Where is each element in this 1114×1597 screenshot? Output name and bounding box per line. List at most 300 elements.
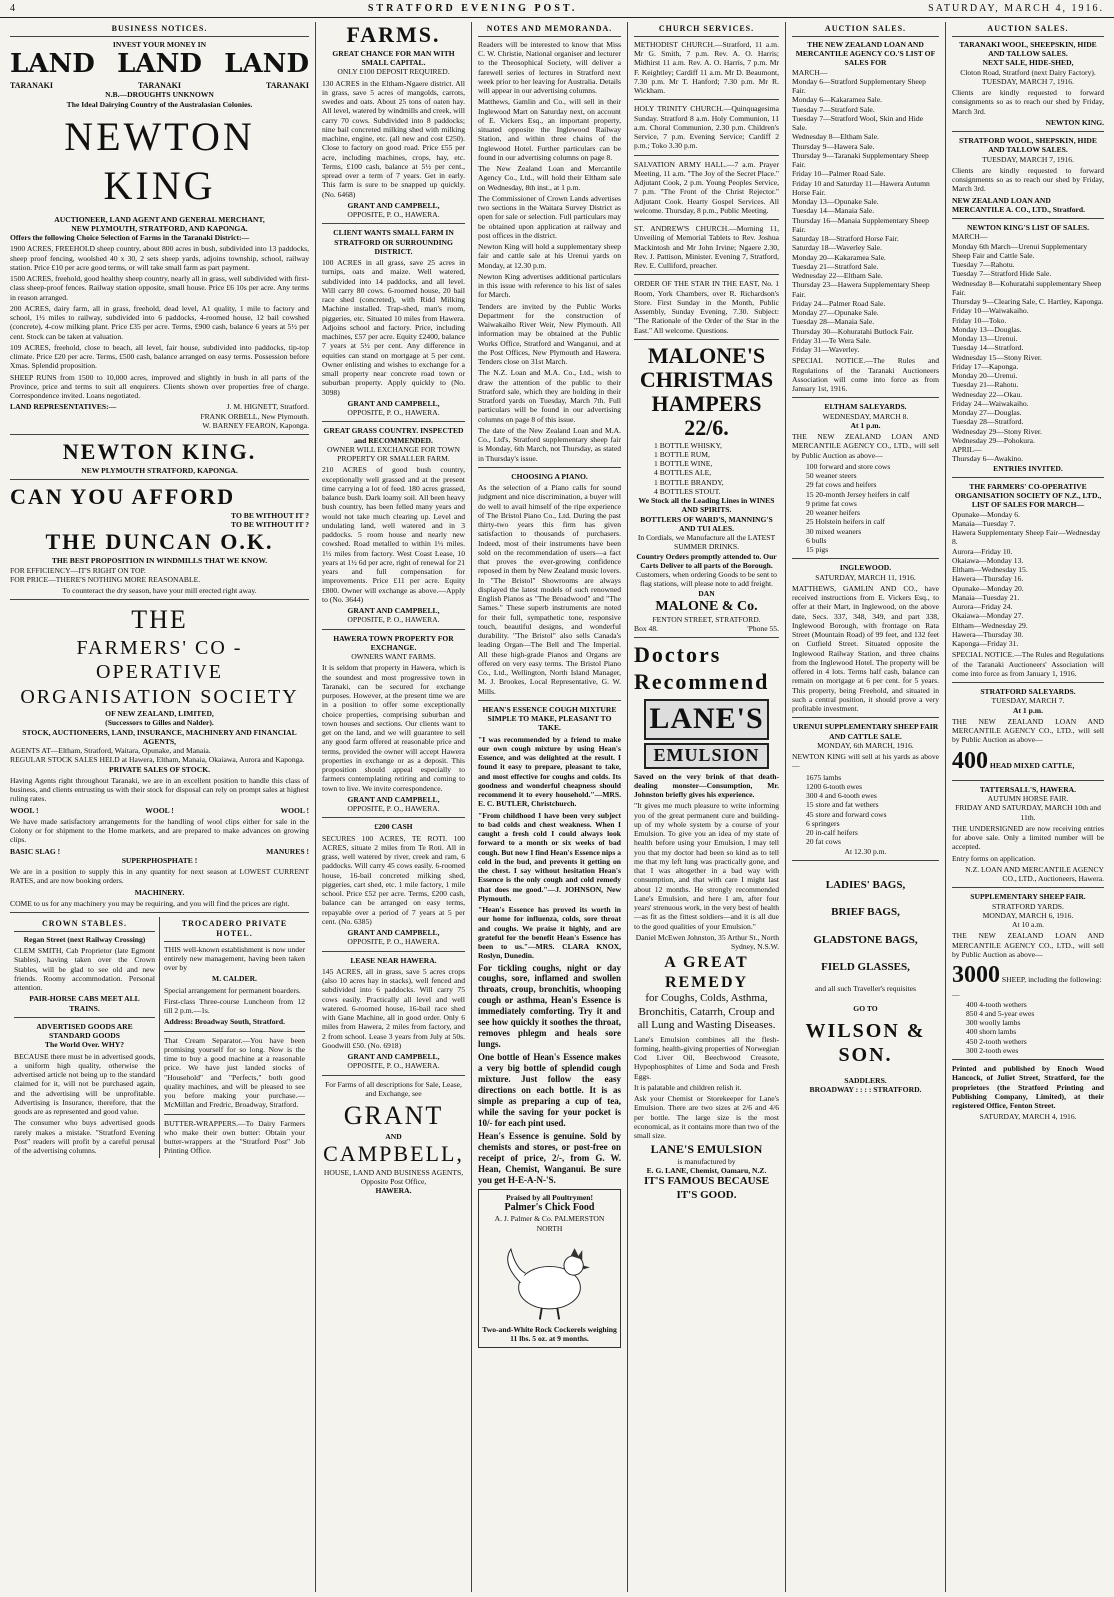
stock-item: 20 weaner heifers bbox=[806, 508, 860, 517]
sale-item: Monday 13—Douglas. bbox=[952, 324, 1022, 334]
column-farms bbox=[316, 22, 472, 1592]
opposite-po: OPPOSITE, P. O., HAWERA. bbox=[347, 210, 440, 220]
sale-item: Thursday 23—Hawera Supplementary Sheep Fair. bbox=[792, 280, 930, 299]
sale-item: Tuesday 14—Stratford. bbox=[952, 343, 1024, 353]
requisites: and all such Traveller's requisites bbox=[815, 984, 916, 994]
church-service: METHODIST CHURCH.—Stratford, 11 a.m. Mr G. Smith, 7 p.m. Rev. A. O. Harris; Midhirst 11 a.m. Rev. A. O. Harris, 7 p.m. Mr F. Keightley; Cardiff 11 a.m. Mr D. Beaumont, 7.30 p.m. Mr T. Hanford; 7.30 p.m. Mr R. Wickham. bbox=[634, 39, 779, 95]
special-notice: SPECIAL NOTICE.—The Rules and Regulations of the Taranaki Auctioneers Association will come into force as from January 1st, 1916. bbox=[792, 356, 939, 393]
sale-item: Kaponga—Friday 31. bbox=[952, 639, 1019, 648]
opposite-post-office: Opposite Post Office, bbox=[360, 1177, 427, 1187]
superphosphate: SUPERPHOSPHATE ! bbox=[121, 855, 198, 865]
basic-slag: BASIC SLAG ! bbox=[10, 846, 61, 856]
nzl-sell: THE NEW ZEALAND LOAN AND MERCANTILE AGENCY CO., LTD., will sell by Public Auction as above— bbox=[952, 716, 1104, 745]
heans-text: "I was recommended by a friend to make our own cough mixture by using Hean's Essence, and was delighted at the result. I found it easy to prepare, pleasant to take, and most effective for coughs and colds. Its goodness and wonderful cheapness should recommend it to every household."—MRS. E. C. BUTLER, Christchurch. bbox=[478, 734, 621, 809]
heans-text: "From childhood I have been very subject to bad colds and chest weakness. When I caught a fresh cold I could always look forward to a month or six weeks of bad cough. But now I find Hean's Essence nips a cold in the bud, and prevents it getting on the chest. I say without hesitation Hean's Essence is the only cough and cold remedy that does me good."—J. JOHNSON, New Plymouth. bbox=[478, 810, 621, 903]
wool-word: WOOL ! bbox=[10, 805, 39, 815]
grant-campbell: GRANT AND CAMPBELL, bbox=[347, 200, 440, 210]
duncan-ok: THE DUNCAN O.K. bbox=[45, 529, 274, 555]
reps-label: LAND REPRESENTATIVES:— bbox=[10, 402, 117, 412]
sale-item: Thursday 9—Clearing Sale, C. Hartley, Kaponga. bbox=[952, 297, 1104, 306]
taranaki-wool: TARANAKI WOOL, SHEEPSKIN, HIDE AND TALLOW SALES. bbox=[959, 39, 1097, 58]
sale-item: Okaiawa—Monday 13. bbox=[952, 555, 1024, 565]
sheep-label: SHEEP, including the following:— bbox=[952, 975, 1102, 1000]
stock-item: 6 bulls bbox=[806, 535, 827, 545]
sale-item: Friday 24—Palmer Road Sale. bbox=[792, 298, 886, 308]
sheep-number: 3000 bbox=[952, 962, 1000, 989]
april-sale: Thursday 6—Awakino. bbox=[952, 454, 1024, 464]
luncheon: First-class Three-course Luncheon from 12 till 2 p.m.—1s. bbox=[164, 996, 305, 1016]
son: SON. bbox=[838, 1044, 893, 1067]
note-item: The N.Z. Loan and M.A. Co., Ltd., wish to draw the attention of the public to their Stratford sale, which they are holding in their Stratford yards on Tuesday, March 7th. Full particulars will be found in our advertising columns on page 8 of this issue. bbox=[478, 368, 621, 424]
sheep-runs: SHEEP RUNS from 1500 to 10,000 acres, improved and slightly in bush in all parts of the Province, price and terms to suit all enquirers. Clients shown over properties free of charge. Correspondence invited. Loans negotiated. bbox=[10, 372, 309, 401]
grass-country: GREAT GRASS COUNTRY. INSPECTED and RECOMMENDED. bbox=[323, 426, 464, 445]
palatable: It is palatable and children relish it. bbox=[634, 1082, 742, 1092]
farm-ad: 130 ACRES in the Eltham-Ngaere district. All in grass, save 5 acres of mangolds, carrots, swedes and oats. About 25 tons of oaten hay. All level, watered by windmills and creek, will carry 70 cows. Subdivided into 8 paddocks; nine bail concreted milking shed with milking machine, engine, etc. (all new and cost £250). Close to factory on good road. Price £55 per acre, including machines, crops, hay, etc. Terms, £100 cash, balance at 5½ per cent., spread over a term of 7 years. Get in early. This farm is sure to be snapped up quickly. (No. 6468) bbox=[322, 78, 465, 199]
stock-item: 9 prime fat cows bbox=[806, 498, 857, 508]
sale-list bbox=[792, 77, 939, 355]
stock-item: 300 2-tooth ewes bbox=[966, 1045, 1019, 1055]
opposite-po: OPPOSITE, P. O., HAWERA. bbox=[347, 804, 440, 814]
stratford-wool: STRATFORD WOOL, SHEPSKIN, HIDE AND TALLOW SALES. bbox=[959, 136, 1097, 155]
bottlers: BOTTLERS OF WARD'S, MANNING'S AND TUI ALES. bbox=[640, 514, 773, 533]
march-label: MARCH— bbox=[952, 232, 988, 242]
auction-heading: AUCTION SALES. bbox=[952, 22, 1104, 37]
land-word: LAND bbox=[117, 49, 202, 79]
malone-co: MALONE & Co. bbox=[655, 598, 758, 614]
for-coughs: for Coughs, Colds, Asthma, Bronchitis, Catarrh, Croup and all Lung and Wasting Diseases. bbox=[637, 992, 776, 1032]
urenui-date: MONDAY, 6th MARCH, 1916. bbox=[817, 740, 914, 750]
eltham-stock-list bbox=[792, 462, 939, 555]
house-land: HOUSE, LAND AND BUSINESS AGENTS, bbox=[323, 1167, 464, 1177]
stock-item: 300 woolly lambs bbox=[966, 1018, 1021, 1028]
taranaki-word: TARANAKI bbox=[10, 80, 53, 90]
ladies-bags: LADIES' BAGS, bbox=[825, 878, 906, 891]
column-auction-2 bbox=[946, 22, 1110, 1592]
land-word: LAND bbox=[224, 49, 309, 79]
machinery-heading: MACHINERY. bbox=[134, 887, 185, 897]
stock-item: 25 Holstein heifers in calf bbox=[806, 517, 885, 527]
hawera-town: HAWERA TOWN PROPERTY FOR EXCHANGE. bbox=[333, 633, 454, 652]
inglewood: INGLEWOOD. bbox=[839, 563, 892, 573]
praised: Praised by all Poultrymen! bbox=[505, 1192, 594, 1202]
farms-heading: FARMS. bbox=[346, 22, 441, 47]
taranaki-word: TARANAKI bbox=[266, 80, 309, 90]
sale-item: Saturday 18—Waverley Sale. bbox=[792, 243, 882, 253]
heans-text: Hean's Essence is genuine. Sold by chemists and stores, or post-free on receipt of price, 2/-, from G. W. Hean, Chemist, Wanganui. Be sure you get H-E-A-N-'S. bbox=[478, 1131, 621, 1185]
sale-item: Tuesday 7—Stratford Sale. bbox=[792, 104, 875, 114]
sale-item: Wednesday 15—Stony River. bbox=[952, 352, 1042, 362]
great-remedy: A GREAT REMEDY bbox=[664, 954, 749, 991]
note-item: Readers will be interested to know that Miss C. W. Christie, National organiser and lecturer to the Theosophical Society, will deliver a farewell series of lectures in Stratford next week prior to her leaving for Australia. Details will appear in our advertising columns. bbox=[478, 39, 621, 95]
sale-item: Thursday 30—Kohuratahi Butlock Fair. bbox=[792, 326, 914, 336]
newspaper-title: STRATFORD EVENING POST. bbox=[367, 3, 578, 14]
stock-item: 15 20-month Jersey heifers in calf bbox=[806, 489, 910, 499]
palmer-chick-food: Palmer's Chick Food bbox=[504, 1202, 595, 1214]
note-item: The Commissioner of Crown Lands advertises two sections in the Waitara Survey District as open for sale or selection. Full particulars may be obtained upon application at railway and post offices in the district. bbox=[478, 193, 621, 240]
hampers: HAMPERS bbox=[651, 391, 762, 417]
can-you-afford: CAN YOU AFFORD bbox=[10, 484, 236, 510]
note-item: Tenders are invited by the Public Works Department for the construction of Waiwakaiho River Weir, New Plymouth. All information may be obtained at the Public Works Office, Stratford and Wanganui, and at the Post Offices, New Plymouth and Hawera. Tenders close on 31st March. bbox=[478, 301, 621, 366]
sale-item: Hawera—Thursday 30. bbox=[952, 629, 1024, 639]
sheep-count bbox=[952, 961, 1104, 1000]
private-sales: PRIVATE SALES OF STOCK. bbox=[109, 764, 210, 774]
fenton-street: FENTON STREET, STRATFORD. bbox=[652, 614, 761, 624]
lanes-emulsion: LANE'S EMULSION bbox=[650, 1142, 763, 1157]
without-it-1: TO BE WITHOUT IT ? bbox=[231, 510, 309, 520]
column-auction-1 bbox=[786, 22, 946, 1592]
stock-item: 20 fat cows bbox=[806, 837, 842, 847]
m-calder: M. CALDER. bbox=[212, 974, 257, 984]
saddlers: SADDLERS. bbox=[844, 1075, 887, 1085]
sale-item: Tuesday 7—Stratford Hide Sale. bbox=[952, 269, 1052, 279]
sale-item: Thursday 16—Manaia Supplementary Sheep Fair. bbox=[792, 215, 929, 234]
phone-number: 'Phone 55. bbox=[747, 624, 779, 634]
because-text: BECAUSE there must be in advertised goods, a uniform high quality, otherwise the advertised article not being up to the standard claimed for it, will not be purchased again, and the advertising will be unprofitable. Advertising is Insurance, therefore, that the goods are as represented and good value. bbox=[14, 1051, 155, 1117]
stock-item: 29 fat cows and heifers bbox=[806, 480, 877, 490]
fco-sale-list bbox=[952, 510, 1104, 649]
stock-item: 1675 lambs bbox=[806, 772, 842, 782]
stratford-yards: STRATFORD YARDS. bbox=[992, 901, 1064, 911]
farm-ad: 210 ACRES of good bush country, exceptionally well grassed and at the present time carrying a lot of feed. 180 acres grassed, balance bush. Dark loamy soil. All been heavy bush country, has been felled many years and would not take much clearing up. Level and undulating land, well watered and in 3 paddocks. 5 room house and nearly new cowshed. Road metalled to within 1½ miles. 1½ miles from factory. West Coast Lease, 10 years at 1½ 6d per acre, right of renewal for 21 years and full compensation for improvements. Price £11 per acre. Equity £800. Owner will exchange as above.—Apply to (No. 3644) bbox=[322, 465, 465, 604]
wool-text: We have made satisfactory arrangements for the handling of wool clips either for sale in the Colony or for shipment to the Home markets, and are prepared to make advances on growing clips. bbox=[10, 816, 309, 845]
piano-heading: CHOOSING A PIANO. bbox=[511, 471, 588, 481]
sale-item: Saturday 18—Stratford Horse Fair. bbox=[792, 234, 899, 243]
farmers-list: THE FARMERS' CO-OPERATIVE ORGANISATION SOCIETY OF N.Z., LTD., LIST OF SALES FOR MARCH— bbox=[954, 481, 1102, 510]
country-orders: Country Orders promptly attended to. Our Carts Deliver to all parts of the Borough. bbox=[636, 551, 777, 570]
sale-item: Aurora—Friday 10. bbox=[952, 546, 1013, 556]
heans-heading: HEAN'S ESSENCE COUGH MIXTURE SIMPLE TO MAKE, PLEASANT TO TAKE. bbox=[482, 704, 617, 733]
sale-item: Friday 10—Toko. bbox=[952, 315, 1007, 325]
trocadero-address: Address: Broadway South, Stratford. bbox=[164, 1017, 286, 1027]
bottom-ads bbox=[10, 917, 309, 1158]
entries-invited: ENTRIES INVITED. bbox=[993, 463, 1063, 473]
note-item: Matthews, Gamlin and Co., will sell in their Inglewood Mart on Saturday next, on account of E. Vickers Esq., an important property, situated opposite the Inglewood Railway Station, and within three chains of the Inglewood Hotel. Further particulars can be found in our advertising columns on page 8. bbox=[478, 97, 621, 162]
special-arrangement: Special arrangement for permanent boarders. bbox=[164, 985, 301, 995]
sale-item: Wednesday 29—Stony River. bbox=[952, 426, 1042, 436]
auctioneer-line: AUCTIONEER, LAND AGENT AND GENERAL MERCHANT, bbox=[54, 214, 265, 224]
opposite-po: OPPOSITE, P. O., HAWERA. bbox=[347, 937, 440, 947]
at-1pm: At 1 p.m. bbox=[850, 420, 881, 430]
famous: IT'S FAMOUS BECAUSE IT'S GOOD. bbox=[643, 1175, 770, 1201]
testimonial: "It gives me much pleasure to write informing you of the great permanent cure and building-up of my whole system by a course of your Emulsion. To give you an idea of my state of health before using your Emulsion, I may tell you that my doctor had been so kind as to tell me that my left lung was practically gone, and that I was altogether in a bad way with consumption, and that with care I might last about 12 months. He strongly recommended Lane's Emulsion, and here I am, after four years' strenuous work, in the very best of health—as fit as the fittest soldiers—and it is all due to the good qualities of your Emulsion." bbox=[634, 801, 779, 931]
owners-want: OWNERS WANT FARMS. bbox=[351, 652, 436, 662]
offers-line: Offers the following Choice Selection of Farms in the Taranaki District:— bbox=[10, 233, 250, 243]
supp-sheep-fair: SUPPLEMENTARY SHEEP FAIR. bbox=[970, 892, 1086, 902]
sale-item: Wednesday 8—Kohuratahi supplementary Sheep Fair. bbox=[952, 278, 1102, 297]
farm-listing: 1900 ACRES, FREEHOLD sheep country, about 800 acres in bush, subdivided into 13 paddocks, sheep proof fencing, woolshed 40 x 30, 2 sets sheep yards, adjoins township, school, railway station. Price £10 per acre good terms, or will take small farm as part payment. bbox=[10, 244, 309, 272]
church-heading: CHURCH SERVICES. bbox=[634, 22, 779, 37]
heans-text: "Hean's Essence has proved its worth in our home for influenza, colds, sore throat and coughs. We praise it highly, and are grateful for the benefit Hean's Essence has been to us."—MRS. CLARA KNOX, Roslyn, Dunedin. bbox=[478, 905, 621, 961]
sale-item: Monday 20—Urenui. bbox=[952, 371, 1018, 380]
sale-item: Friday 10—Waiwakaiho. bbox=[952, 306, 1029, 316]
church-service: HOLY TRINITY CHURCH.—Quinquagesima Sunday. Stratford 8 a.m. Holy Communion, 11 a.m. Choral Communion, 2.30 p.m. Children's Service, 7 p.m. Evening Service; Cardiff 2 p.m.; Toko 3.30 p.m. bbox=[634, 104, 779, 151]
sale-item: Tuesday 28—Stratford. bbox=[952, 417, 1024, 427]
church-service: ORDER OF THE STAR IN THE EAST, No. 1 Room, York Chambers, over R. Richardson's Store. First Sunday in the Month, Public Assembly, Sunday Evening, 7.30. Subject: "The Rationale of the Order of the Star in the East." All welcome. Questions. bbox=[634, 279, 779, 335]
cloton-road: Cloton Road, Stratford (next Dairy Factory). bbox=[960, 67, 1096, 77]
stock-item: 45 store and forward cows bbox=[806, 809, 887, 819]
rooster-illustration bbox=[482, 1233, 617, 1323]
land-reps bbox=[10, 402, 309, 430]
bottle-item: 1 BOTTLE WHISKY, bbox=[654, 440, 722, 450]
farm-listing: 200 ACRES, dairy farm, all in grass, freehold, dead level, A1 quality, 1 mile to factory and school, 1½ miles to railway, subdivided into 6 paddocks, 4-roomed house, 12 bail cowshed (concrete), 4-cow milking plant. Price £35 per acre. Terms, £900 cash, balance 6 years at 5½ per cent. Stock can be taken at valuation. bbox=[10, 303, 309, 341]
stock-item: 450 2-tooth wethers bbox=[966, 1036, 1027, 1046]
matthews-text: MATTHEWS, GAMLIN AND CO., have received instructions from E. Vickers Esq., to offer at their Mart, in Inglewood, on the above date, Secs. 337, 348, 349, and part 338, Inglewood Borough, with frontage on Rata Street (Mountain Road) of 99 feet, and 132 feet on Cutfield Street. Situated opposite the Inglewood Railway Station, and three chains from the Inglewood Hotel. The property will be offered in 4 lots. Terms half cash, balance can remain on mortgage at 6 per cent. for 5 years. This property, being Freehold, and situated in such a central position, it should prove a very profitable investment. bbox=[792, 583, 939, 713]
price-line: FOR PRICE—THERE'S NOTHING MORE REASONABLE. bbox=[10, 574, 201, 584]
grant-title: GRANT bbox=[343, 1101, 444, 1131]
newton-king-sign: NEWTON KING. bbox=[1045, 117, 1104, 127]
at-10am: At 10 a.m. bbox=[1011, 920, 1045, 930]
palmer-ad bbox=[478, 1189, 621, 1348]
sale-item: Wednesday 8—Eltham Sale. bbox=[792, 132, 879, 142]
rep-name: W. BARNEY FEARON, Kaponga. bbox=[202, 420, 309, 430]
advertised-goods-heading: ADVERTISED GOODS ARE bbox=[36, 1021, 133, 1031]
cash-heading: £200 CASH bbox=[374, 822, 413, 832]
auction-heading: AUCTION SALES. bbox=[792, 22, 939, 37]
hen-caption: Two-and-White Rock Cockerels weighing 11 lbs. 5 oz. at 9 months. bbox=[482, 1325, 617, 1344]
urenui-stock-list bbox=[792, 773, 939, 847]
cordials: In Cordials, we Manufacture all the LATEST SUMMER DRINKS. bbox=[637, 533, 776, 552]
land-banner bbox=[10, 49, 309, 81]
hamper-price: 22/6. bbox=[684, 415, 729, 441]
successors: (Successors to Gilles and Nalder). bbox=[105, 718, 214, 728]
stock-item: 100 forward and store cows bbox=[806, 461, 891, 471]
sale-item: Tuesday 7—Stratford Wool, Skin and Hide Sale. bbox=[792, 113, 924, 132]
trocadero-text: THIS well-known establishment is now under entirely new management, having been taken over by bbox=[164, 944, 305, 973]
deposit: ONLY £100 DEPOSIT REQUIRED. bbox=[337, 67, 450, 77]
tuesday-date: TUESDAY, MARCH 7, 1916. bbox=[982, 76, 1074, 86]
stock-lines: We Stock all the Leading Lines in WINES AND SPIRITS. bbox=[638, 496, 775, 515]
column-business-notices bbox=[4, 22, 316, 1592]
farm-ad: 145 ACRES, all in grass, save 5 acres crops (also 10 acres hay in stacks), well fenced and subdivided into 6 paddocks. Will carry 75 cows easily. Practically all level and well watered. 6-roomed house, 16-bail race shed with Gane Machine, all in good order. Only 6 miles from Hawera, 2 miles from factory, and 2 from school. Lease 3 years from July at 50s. Goodwill £50. (No. 6918) bbox=[322, 966, 465, 1050]
supply-text: We are in a position to supply this in any quantity for next season at LOWEST CURRENT RATES, and are now booking orders. bbox=[10, 867, 309, 886]
monday-march-6: MONDAY, MARCH 6, 1916. bbox=[982, 910, 1074, 920]
stock-item: 50 weaner steers bbox=[806, 471, 857, 480]
trocadero-heading: TROCADERO PRIVATE HOTEL. bbox=[164, 917, 305, 942]
for-farms: For Farms of all descriptions for Sale, Lease, and Exchange, see bbox=[325, 1079, 462, 1098]
stratford-saleyards: STRATFORD SALEYARDS. bbox=[980, 687, 1076, 696]
agents-at: AGENTS AT—Eltham, Stratford, Waitara, Opunake, and Manaia. bbox=[10, 746, 211, 756]
taranaki-banner bbox=[10, 81, 309, 91]
efficiency-line: FOR EFFICIENCY—IT'S RIGHT ON TOP. bbox=[10, 565, 146, 575]
nzl-agency: N.Z. LOAN AND MERCANTILE AGENCY CO., LTD., Auctioneers, Hawera. bbox=[965, 864, 1104, 884]
farm-ad: SECURES 100 ACRES, TE ROTI. 100 ACRES, situate 2 miles from Te Roti. All in grass, well watered by river, creek and ram, 6 paddocks. Will carry 45 cows easily. 6-roomed house, 16-bail concreted milking shed, piggeries, cart shed, etc. 1 mile factory, 1 mile school. Price £52 per acre. Terms, £200 cash, balance can be arranged on easy terms, repayable over a period of 7 years at 5 per cent. (No. 6385) bbox=[322, 833, 465, 926]
consumer-text: The consumer who buys advertised goods rarely makes a mistake. "Stratford Evening Post" readers will profit by a careful perusal of the advertising columns. bbox=[14, 1118, 155, 1156]
hawera: HAWERA. bbox=[375, 1186, 412, 1196]
sale-item: Monday 13—Opunake Sale. bbox=[792, 197, 879, 206]
head-count: 400 bbox=[952, 747, 988, 774]
eg-lane: E. G. LANE, Chemist, Oamaru, N.Z. bbox=[646, 1166, 767, 1176]
farm-listing: 109 ACRES, freehold, close to beach, all level, fair house, subdivided into paddocks, tip-top climate. Price £20 per acre. Terms, £500 cash, balance arranged on easy terms. Possession before Xmas. Splendid proposition. bbox=[10, 342, 309, 371]
malones: MALONE'S bbox=[647, 342, 766, 368]
box-number: Box 48. bbox=[634, 624, 659, 634]
fri-sat: FRIDAY AND SATURDAY, MARCH 10th and 11th. bbox=[955, 803, 1101, 822]
eltham-date: WEDNESDAY, MARCH 8. bbox=[822, 411, 909, 421]
wool-word: WOOL ! bbox=[280, 805, 309, 815]
sale-item: Friday 24—Waiwakaiho. bbox=[952, 398, 1029, 408]
head-label: HEAD MIXED CATTLE, bbox=[989, 760, 1075, 770]
heans-text: One bottle of Hean's Essence makes a very big bottle of splendid cough mixture. Just follow the easy directions on each bottle. It is as simple as preparing a cup of tea, while the saving for your pocket is 10/- for each pint used. bbox=[478, 1052, 621, 1129]
issue-date: SATURDAY, MARCH 4, 1916. bbox=[928, 3, 1104, 14]
sale-item: Eltham—Wednesday 15. bbox=[952, 565, 1028, 574]
gladstone-bags: GLADSTONE BAGS, bbox=[813, 933, 918, 946]
at-1pm: At 1 p.m. bbox=[1013, 705, 1043, 715]
broadway: BROADWAY : : : : STRATFORD. bbox=[809, 1084, 922, 1094]
dan: DAN bbox=[698, 588, 715, 598]
nk-sale-list bbox=[952, 242, 1104, 446]
sale-item: Manaia—Tuesday 7. bbox=[952, 518, 1016, 528]
printer-imprint: Printed and published by Enoch Wood Hancock, of Juliet Street, Stratford, for the proprietors (the Stratford Printing and Publishing Company, Limited), at their registered Office, Fenton Street. bbox=[952, 1064, 1104, 1111]
autumn-horse-fair: AUTUMN HORSE FAIR. bbox=[987, 794, 1069, 804]
bottle-item: 1 BOTTLE BRANDY, bbox=[654, 477, 724, 487]
note-item: The date of the New Zealand Loan and M.A. Co., Ltd's, Stratford supplementary sheep fair is Monday, 6th March, not Thursday, as stated in Thursday's issue. bbox=[478, 425, 621, 463]
bottle-item: 1 BOTTLE RUM, bbox=[654, 449, 710, 459]
droughts-note: N.B.—DROUGHTS UNKNOWN bbox=[105, 90, 214, 100]
newton-king-footer: NEWTON KING. bbox=[62, 439, 257, 465]
bottle-item: 1 BOTTLE WINE, bbox=[654, 459, 713, 468]
standard-goods: STANDARD GOODS bbox=[49, 1031, 120, 1041]
nzl-sell: THE NEW ZEALAND LOAN AND MERCANTILE AGENCY CO., LTD., will sell by Public Auction as above— bbox=[952, 931, 1104, 959]
head-cattle bbox=[952, 747, 1104, 776]
world-over: The World Over. WHY? bbox=[44, 1040, 125, 1050]
special-notice: SPECIAL NOTICE.—The Rules and Regulations of the Taranaki Auctioneers' Association will come into force as from January 1, 1916. bbox=[952, 650, 1104, 678]
nk-list: NEWTON KING'S LIST OF SALES. bbox=[966, 223, 1090, 232]
sale-item: Thursday 9—Taranaki Supplementary Sheep Fair. bbox=[792, 150, 929, 169]
owner-exchange: OWNER WILL EXCHANGE FOR TOWN PROPERTY OR SMALLER FARM. bbox=[326, 444, 461, 464]
sale-item: Friday 17—Kaponga. bbox=[952, 361, 1019, 371]
sale-item: Monday 6th March—Urenui Supplementary Sheep Fair and Cattle Sale. bbox=[952, 241, 1088, 260]
manure-banner bbox=[10, 847, 309, 856]
recommend: Recommend bbox=[634, 669, 770, 695]
ask-chemist: Ask your Chemist or Storekeeper for Lane's Emulsion. There are two sizes at 2/6 and 4/6 per bottle. The large size is the most economical, as it contains more than two of the small size. bbox=[634, 1094, 779, 1141]
sale-item: Manaia—Tuesday 21. bbox=[952, 592, 1020, 602]
lease-heading: LEASE NEAR HAWERA. bbox=[350, 955, 437, 965]
having-agents: Having Agents right throughout Taranaki, we are in an excellent position to handle this class of business, and clients entrusting us with their stock for disposal can rely on prompt sales at highest ruling rates. bbox=[10, 775, 309, 804]
cream-separator: That Cream Separator.—You have been promising yourself for so long. Now is the time to buy a good machine at a reasonable price. We have just landed stocks of "Household" and "Perfects," both good quality machines, and will be pleased to see you before making your purchase.—McMillan and Fredric, Broadway, Stratford. bbox=[164, 1035, 305, 1110]
crown-stables-ad bbox=[10, 917, 160, 1158]
farm-ad: 100 ACRES in all grass, save 25 acres in turnips, oats and maize. Well watered, subdivided into 14 paddocks, and all level. Will carry 80 cows. 6-roomed house, 20 bail race shed (concreted), with Ridd Milking Machine installed. Trap-shed, man's room, piggeries, etc. Situated 10 miles from Hawera. Adjoins school and factory. Price, including machines, £57 per acre. Equity £2400, balance 7 years at 5½ per cent. Any difference in equities can stand on mortgage at 5 per cent. Owner enlisting and wishes to exchange for a small property near concrete road town or suburban property. Apply quickly to (No. 3098) bbox=[322, 258, 465, 397]
sale-item: Friday 10 and Saturday 11—Hawera Autumn Horse Fair. bbox=[792, 178, 930, 197]
grant-campbell: GRANT AND CAMPBELL, bbox=[347, 398, 440, 408]
entry-forms: Entry forms on application. bbox=[952, 853, 1036, 863]
sale-item: Monday 27—Douglas. bbox=[952, 408, 1022, 417]
of-new-zealand: OF NEW ZEALAND, LIMITED, bbox=[105, 709, 214, 719]
ideal-country: The Ideal Dairying Country of the Australasian Colonies. bbox=[66, 99, 253, 109]
note-item: The New Zealand Loan and Mercantile Agency Co., Ltd., will hold their Eltham sale on Wednesday, 8th inst., at 1 p.m. bbox=[478, 164, 621, 192]
best-proposition: THE BEST PROPOSITION IN WINDMILLS THAT WE KNOW. bbox=[51, 556, 268, 566]
piano-text: As the selection of a Piano calls for sound judgment and nice discrimination, a buyer will do well to avail himself of the ripe experience of The Bristol Piano Co., Ltd. During the past thirty-two years this firm has given satisfaction to thousands of purchasers. Indeed, most of their instruments have been sold on the recommendation of users—a fact that proves the ever-growing confidence reposed in them by New Zealand music lovers. In "The Bristol" Showrooms are always displayed the latest models of such renowned English Pianos as "The Broadwood" and "The Sames." These superb instruments are noted for their full, sympathetic tone, responsive touch, beautiful designs, and wonderful durability. "The Bristol" also sells Canada's leading Organ—The Bell and The Imperial. All these high-grade Pianos and Organs are offered on very easy terms. The Bristol Piano Co., Ltd., Wellington, North Island Manager, M. J. Brookes, Local Representative, G. W. Mills. bbox=[478, 483, 621, 696]
farm-ad: It is seldom that property in Hawera, which is the soundest and most progressive town in Taranaki, can be secured for exchange purposes. However, at the present time we are in a position to offer some exceptionally choice properties, comprising suburban and town houses and sections. Our clients want to get on the land, and we will guarantee to sell any good farm offered at reasonable price and terms, provided the owner will accept Hawera properties in exchange or as a deposit. This proposition should appeal especially to farmers contemplating retiring and coming to town to live. We invite correspondence. bbox=[322, 663, 465, 793]
emulsion-logo: EMULSION bbox=[644, 743, 769, 769]
nzlm-sign: NEW ZEALAND LOAN AND MERCANTILE A. CO., LTD., Stratford. bbox=[952, 195, 1086, 214]
bottle-list bbox=[634, 441, 779, 497]
undersigned: THE UNDERSIGNED are now receiving entries for above sale. Only a limited number will be accepted. bbox=[952, 823, 1104, 852]
brief-bags: BRIEF BAGS, bbox=[831, 906, 900, 919]
taranaki-word: TARANAKI bbox=[138, 80, 181, 90]
tuesday-date: TUESDAY, MARCH 7, 1916. bbox=[982, 154, 1074, 164]
stock-item: 20 in-calf heifers bbox=[806, 828, 858, 837]
manufactured: is manufactured by bbox=[677, 1156, 736, 1166]
section-header: BUSINESS NOTICES. bbox=[10, 22, 309, 37]
counteract-line: To counteract the dry season, have your mill erected right away. bbox=[62, 586, 257, 596]
lanes-logo: LANE'S bbox=[644, 699, 769, 740]
field-glasses: FIELD GLASSES, bbox=[821, 960, 910, 973]
combines: Lane's Emulsion combines all the flesh-forming, health-giving properties of Norwegian Cod Liver Oil, Beechwood Creasote, Hypophosphites of Lime and Soda and Fresh Eggs. bbox=[634, 1034, 779, 1081]
sheep-list bbox=[952, 1000, 1104, 1056]
stock-item: 30 mixed weaners bbox=[806, 526, 862, 536]
stock-item: 15 pigs bbox=[806, 545, 829, 554]
doctors: Doctors bbox=[634, 642, 722, 668]
stock-item: 850 4 and 5-year ewes bbox=[966, 1008, 1035, 1018]
palmer-co: A. J. Palmer & Co. PALMERSTON NORTH bbox=[494, 1214, 605, 1233]
sale-item: Monday 20—Kakaramea Sale. bbox=[792, 252, 886, 262]
sale-item: Thursday 9—Hawera Sale. bbox=[792, 141, 875, 151]
the-word: THE bbox=[131, 605, 188, 635]
march-label: MARCH— bbox=[792, 67, 828, 77]
column-church bbox=[628, 22, 786, 1592]
opposite-po: OPPOSITE, P. O., HAWERA. bbox=[347, 1061, 440, 1071]
sale-item: Tuesday 21—Rahotu. bbox=[952, 380, 1019, 390]
sale-item: Monday 27—Opunake Sale. bbox=[792, 308, 879, 317]
stock-item: 400 shorn lambs bbox=[966, 1027, 1017, 1037]
wool-banner bbox=[10, 806, 309, 815]
heans-text: For tickling coughs, night or day coughs, sore, inflamed and swollen throats, croup, bronchitis, whooping cough or asthma, Hean's Essence is immediately comforting. Try it and see how quickly it soothes the throat, removes phlegm and heals sore lungs. bbox=[478, 962, 621, 1050]
eltham-saleyards: ELTHAM SALEYARDS. bbox=[824, 402, 907, 412]
signer: Daniel McEwen Johnston, 35 Arthur St., North Sydney, N.S.W. bbox=[635, 932, 779, 952]
box-phone bbox=[634, 624, 779, 633]
sale-item: Hawera Supplementary Sheep Fair—Wednesday 8. bbox=[952, 528, 1101, 547]
machinery-text: COME to us for any machinery you may be requiring, and you will find the prices are right. bbox=[10, 898, 290, 908]
stock-item: 300 4 and 6-tooth ewes bbox=[806, 791, 877, 800]
tuesday-march-7: TUESDAY, MARCH 7. bbox=[991, 696, 1065, 706]
imprint-date: SATURDAY, MARCH 4, 1916. bbox=[979, 1112, 1077, 1122]
sale-item: Monday 6—Kakaramea Sale. bbox=[792, 95, 883, 105]
sale-item: Wednesday 22—Okau. bbox=[952, 389, 1023, 399]
sale-item: Wednesday 22—Eltham Sale. bbox=[792, 271, 883, 280]
church-service: SALVATION ARMY HALL.—7 a.m. Prayer Meeting, 11 a.m. "The Joy of the Secret Place." Adjutant Cook, 2 p.m. Young Peoples Service, 7 p.m. "The Front of the Christ Rejector." Adjutant Cook. Hearty Gospel Services. All welcome. Thursday, 8 p.m., Public Meeting. bbox=[634, 159, 779, 215]
campbell-title: CAMPBELL, bbox=[323, 1141, 464, 1167]
grant-campbell: GRANT AND CAMPBELL, bbox=[347, 928, 440, 938]
column-notes bbox=[472, 22, 628, 1592]
bottle-item: 4 BOTTLES STOUT. bbox=[654, 486, 721, 496]
reps-names bbox=[200, 402, 309, 430]
newton-king-title: NEWTON KING bbox=[64, 113, 255, 208]
opposite-po: OPPOSITE, P. O., HAWERA. bbox=[347, 408, 440, 418]
masthead bbox=[0, 0, 1114, 18]
regular-sales: REGULAR STOCK SALES HELD at Hawera, Eltham, Manaia, Okaiawa, Aurora and Kaponga. bbox=[10, 755, 305, 765]
inglewood-date: SATURDAY, MARCH 11, 1916. bbox=[815, 572, 916, 582]
client-wants: CLIENT WANTS SMALL FARM IN STRATFORD OR SURROUNDING DISTRICT. bbox=[333, 228, 454, 256]
butter-wrappers: BUTTER-WRAPPERS.—To Dairy Farmers who make their own butter: Obtain your butter-wrappers at the "Stratford Post" Job Printing Office. bbox=[164, 1118, 305, 1156]
page-number: 4 bbox=[10, 3, 17, 14]
eltham-text: THE NEW ZEALAND LOAN AND MERCANTILE AGENCY CO., LTD., will sell by Public Auction as above— bbox=[792, 432, 939, 460]
church-service: ST. ANDREW'S CHURCH.—Morning 11, Unveiling of Memorial Tablets to Rev. Joshua Mackintosh and Mr John Irvine; Ngaere 2.30, Rev. J. Pattison, Minister. Evening 7, Stratford, Rev. E. Culliford, preacher. bbox=[634, 224, 779, 270]
stock-item: 6 springers bbox=[806, 818, 840, 828]
farm-listing: 1500 ACRES, freehold, good healthy sheep country, nearly all in grass, well subdivided with first-class sheep-proof fences. Railway station opposite, small house. Price £6 10s per acre. Any terms in reason arranged. bbox=[10, 274, 309, 302]
sale-item: Hawera—Thursday 16. bbox=[952, 574, 1024, 584]
sale-item: Tuesday 7—Rahotu. bbox=[952, 260, 1015, 269]
clients-note: Clients are kindly requested to forward consignments so as to reach our shed by Friday, March 3rd. bbox=[952, 165, 1104, 194]
bottle-item: 4 BOTTLES ALE, bbox=[654, 468, 712, 478]
urenui-heading: URENUI SUPPLEMENTARY SHEEP FAIR AND CATTLE SALE. bbox=[792, 722, 939, 741]
stock-item: 400 4-tooth wethers bbox=[966, 999, 1027, 1009]
page-columns bbox=[4, 22, 1110, 1592]
april-label: APRIL— bbox=[952, 445, 982, 454]
stock-item: 15 store and fat wethers bbox=[806, 800, 879, 810]
sale-item: Friday 10—Palmer Road Sale. bbox=[792, 169, 886, 179]
clients-note: Clients are kindly requested to forward consignments so as to reach our shed by Friday, March 3rd. bbox=[952, 88, 1104, 116]
at-1230: At 12.30 p.m. bbox=[844, 846, 887, 856]
sale-item: Tuesday 28—Manaia Sale. bbox=[792, 317, 875, 327]
